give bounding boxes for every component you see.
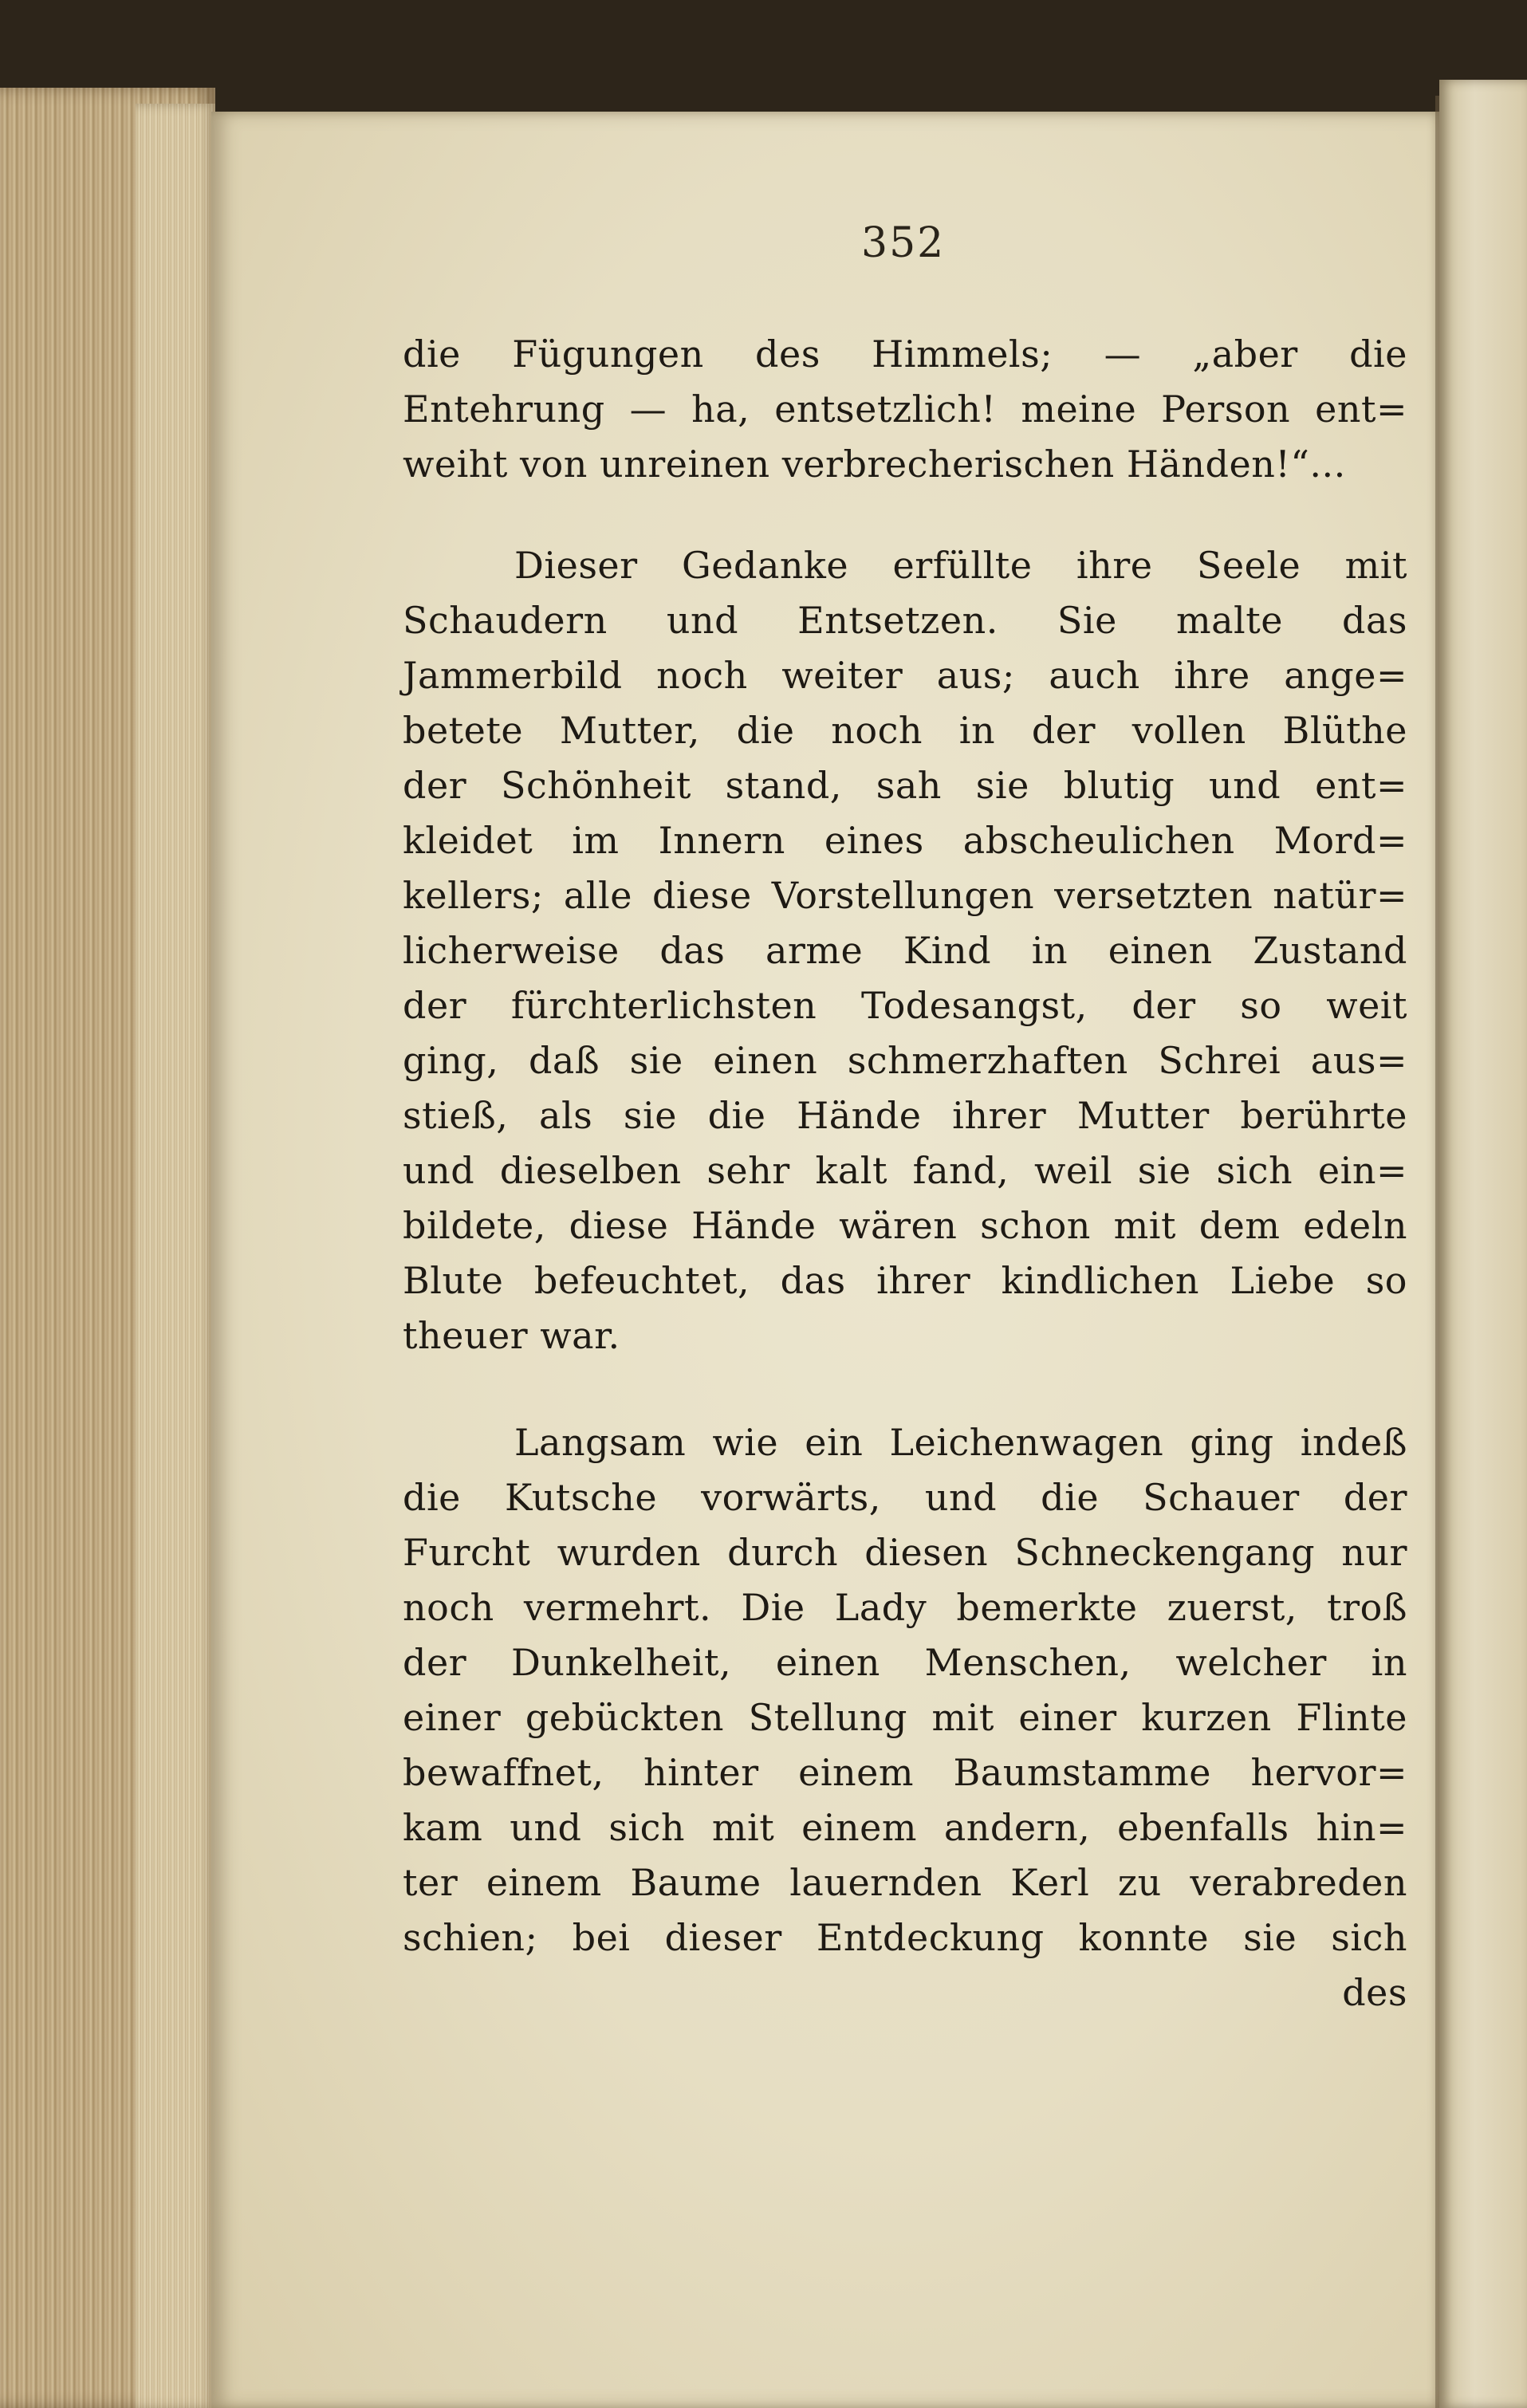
text-line: Blute befeuchtet, das ihrer kindlichen Liebe so — [403, 1259, 1407, 1302]
text-line: Entehrung — ha, entsetzlich! meine Person ent= — [403, 388, 1407, 431]
text-line: kleidet im Innern eines abscheulichen Mord= — [403, 819, 1407, 862]
text-line: schien; bei dieser Entdeckung konnte sie sich — [403, 1916, 1407, 1959]
text-line: ter einem Baume lauernden Kerl zu verabreden — [403, 1861, 1407, 1904]
text-line: Furcht wurden durch diesen Schneckengang nur — [403, 1531, 1407, 1574]
text-line: der Schönheit stand, sah sie blutig und ent= — [403, 764, 1407, 807]
catchword-row — [403, 1965, 1407, 2020]
text-line: theuer war. — [403, 1314, 620, 1357]
page-number: 352 — [861, 219, 946, 267]
paragraph-1 — [403, 327, 1407, 492]
text-line: einer gebückten Stellung mit einer kurzen Flinte — [403, 1696, 1407, 1739]
paragraph-2 — [403, 538, 1407, 1363]
text-line: Jammerbild noch weiter aus; auch ihre ange= — [403, 654, 1407, 697]
text-line: licherweise das arme Kind in einen Zustand — [403, 929, 1407, 972]
text-line: der Dunkelheit, einen Menschen, welcher in — [403, 1641, 1407, 1684]
text-line: stieß, als sie die Hände ihrer Mutter berührte — [403, 1094, 1407, 1137]
page-edges-inner — [136, 104, 215, 2408]
text-line: bildete, diese Hände wären schon mit dem edeln — [403, 1204, 1407, 1247]
catchword: des — [1342, 1971, 1407, 2014]
text-line: der fürchterlichsten Todesangst, der so weit — [403, 984, 1407, 1027]
text-line: kellers; alle diese Vorstellungen versetzten natür= — [403, 874, 1407, 917]
text-line: Langsam wie ein Leichenwagen ging indeß — [514, 1421, 1407, 1464]
text-line: und dieselben sehr kalt fand, weil sie sich ein= — [403, 1149, 1407, 1192]
text-line: Dieser Gedanke erfüllte ihre Seele mit — [514, 544, 1407, 587]
text-line: die Fügungen des Himmels; — „aber die — [403, 332, 1407, 376]
facing-page-edge — [1439, 80, 1527, 2408]
text-line: bewaffnet, hinter einem Baumstamme hervor= — [403, 1751, 1407, 1794]
paragraph-3 — [403, 1415, 1407, 1965]
text-line: betete Mutter, die noch in der vollen Blüthe — [403, 709, 1407, 752]
text-line: kam und sich mit einem andern, ebenfalls hin= — [403, 1806, 1407, 1849]
text-line: noch vermehrt. Die Lady bemerkte zuerst, troß — [403, 1586, 1407, 1629]
text-line: die Kutsche vorwärts, und die Schauer der — [403, 1476, 1407, 1519]
text-line: weiht von unreinen verbrecherischen Händen!“... — [403, 443, 1346, 486]
text-line: Schaudern und Entsetzen. Sie malte das — [403, 599, 1407, 642]
text-line: ging, daß sie einen schmerzhaften Schrei aus= — [403, 1039, 1407, 1082]
